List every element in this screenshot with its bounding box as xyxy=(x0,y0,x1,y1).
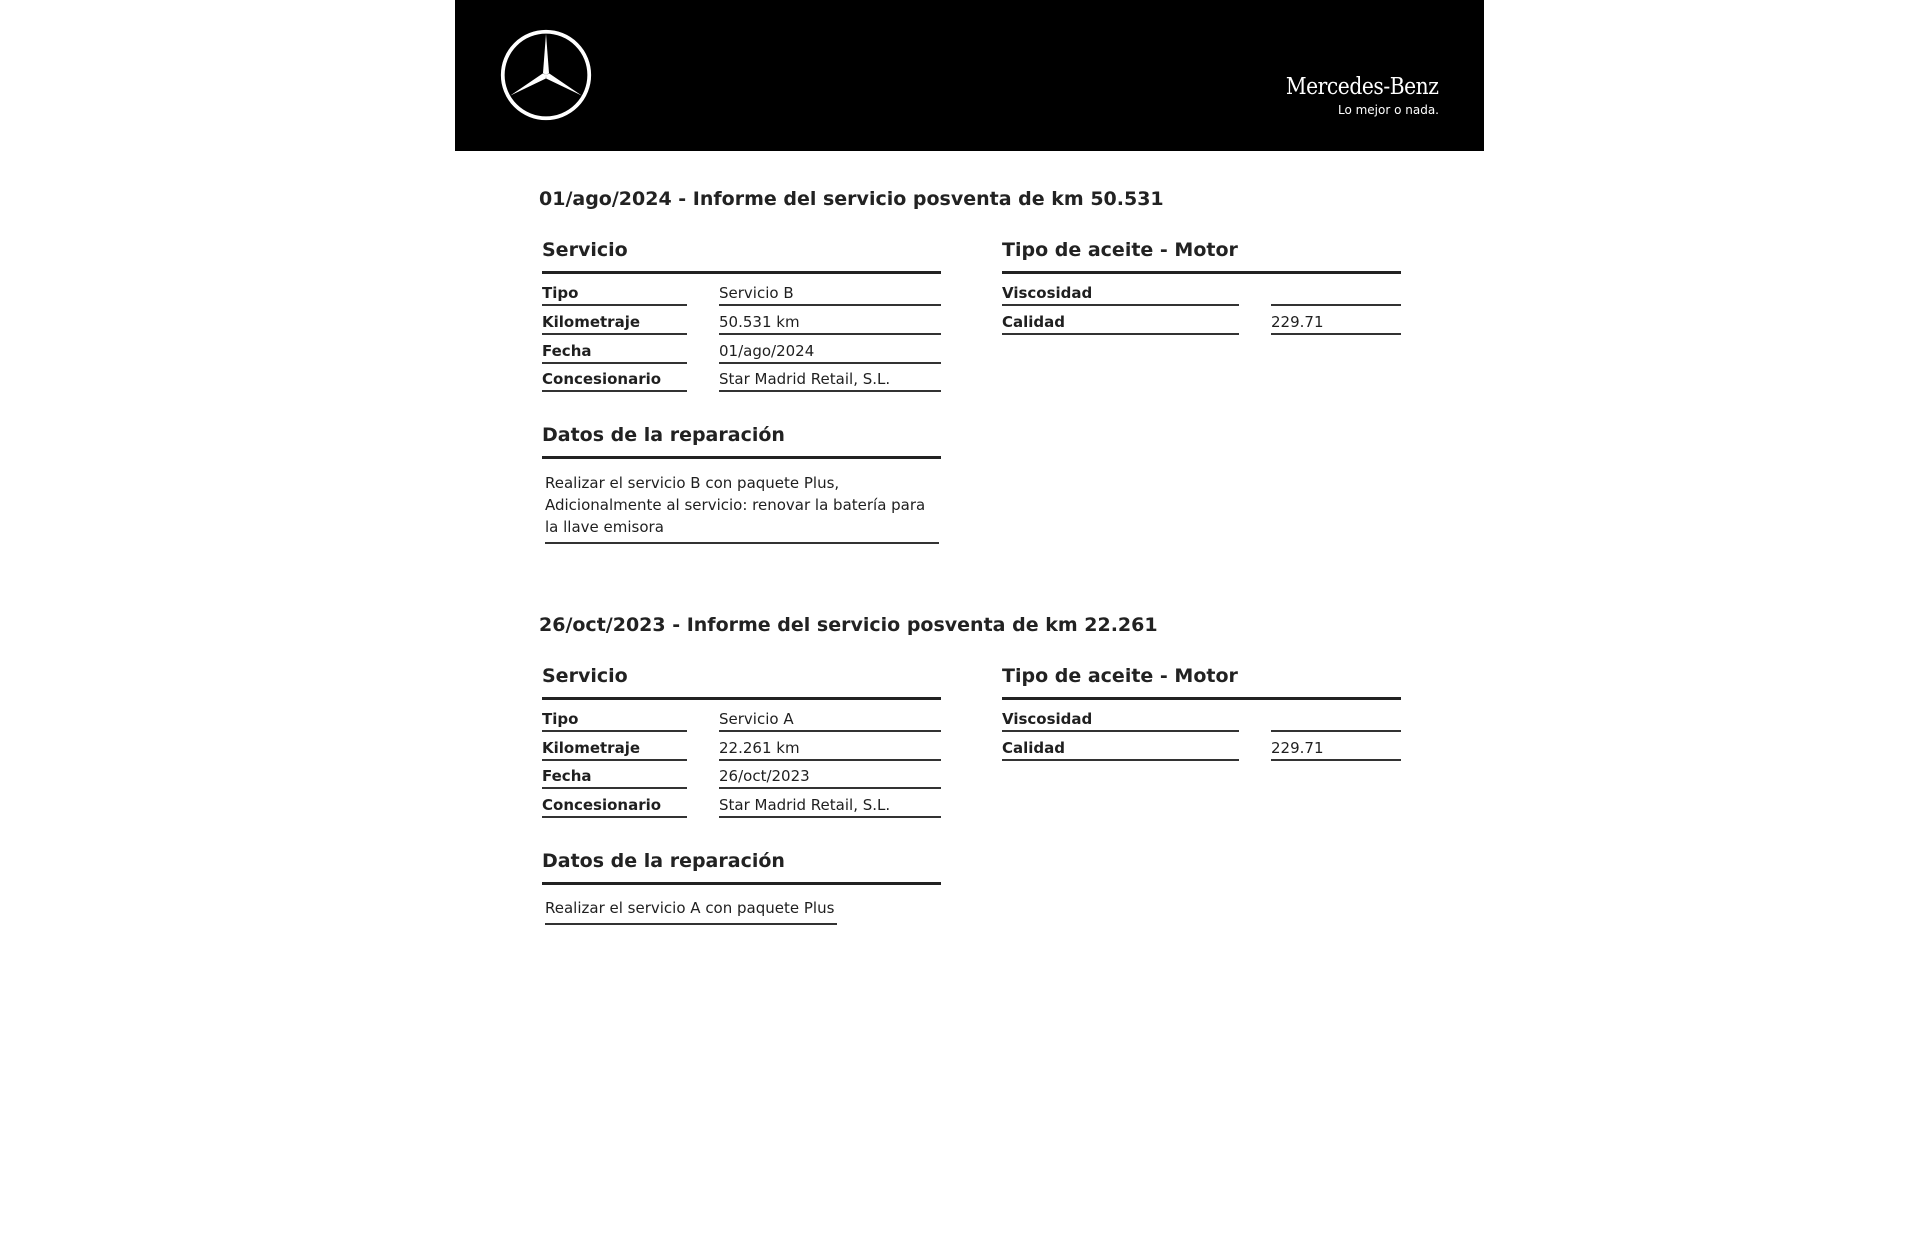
row-value: 22.261 km xyxy=(719,735,941,761)
row-label: Kilometraje xyxy=(542,735,687,761)
row-value: Star Madrid Retail, S.L. xyxy=(719,366,941,392)
row-label: Kilometraje xyxy=(542,309,687,335)
service-heading: Servicio xyxy=(542,239,941,274)
repair-line: Realizar el servicio A con paquete Plus xyxy=(545,899,835,917)
row-label: Concesionario xyxy=(542,366,687,392)
row-label: Calidad xyxy=(1002,309,1239,335)
row-label: Tipo xyxy=(542,706,687,732)
mercedes-star-icon xyxy=(499,28,593,122)
row-value: Star Madrid Retail, S.L. xyxy=(719,792,941,818)
service-heading: Servicio xyxy=(542,665,941,700)
repair-line: Realizar el servicio B con paquete Plus, xyxy=(545,474,840,492)
row-value xyxy=(1271,280,1401,306)
brand-slogan: Lo mejor o nada. xyxy=(1337,103,1439,117)
row-label: Calidad xyxy=(1002,735,1239,761)
repair-line: la llave emisora xyxy=(545,518,664,536)
brand-block xyxy=(1265,74,1439,118)
row-label: Tipo xyxy=(542,280,687,306)
row-label: Fecha xyxy=(542,763,687,789)
row-value: 50.531 km xyxy=(719,309,941,335)
repair-line: Adicionalmente al servicio: renovar la batería para xyxy=(545,496,926,514)
repair-heading: Datos de la reparación xyxy=(542,850,941,885)
row-label: Viscosidad xyxy=(1002,706,1239,732)
row-value: Servicio A xyxy=(719,706,941,732)
row-value: 26/oct/2023 xyxy=(719,763,941,789)
repair-heading: Datos de la reparación xyxy=(542,424,941,459)
row-label: Viscosidad xyxy=(1002,280,1239,306)
row-value xyxy=(1271,706,1401,732)
oil-heading: Tipo de aceite - Motor xyxy=(1002,239,1401,274)
row-value: 01/ago/2024 xyxy=(719,338,941,364)
brand-header xyxy=(455,0,1484,151)
repair-details xyxy=(545,897,837,925)
report-title: 26/oct/2023 - Informe del servicio posventa de km 22.261 xyxy=(539,614,1158,636)
row-value: Servicio B xyxy=(719,280,941,306)
row-value: 229.71 xyxy=(1271,735,1401,761)
row-label: Fecha xyxy=(542,338,687,364)
row-label: Concesionario xyxy=(542,792,687,818)
oil-heading: Tipo de aceite - Motor xyxy=(1002,665,1401,700)
report-title: 01/ago/2024 - Informe del servicio posventa de km 50.531 xyxy=(539,188,1164,210)
brand-name: Mercedes-Benz xyxy=(1286,74,1439,100)
repair-details xyxy=(545,472,939,544)
row-value: 229.71 xyxy=(1271,309,1401,335)
